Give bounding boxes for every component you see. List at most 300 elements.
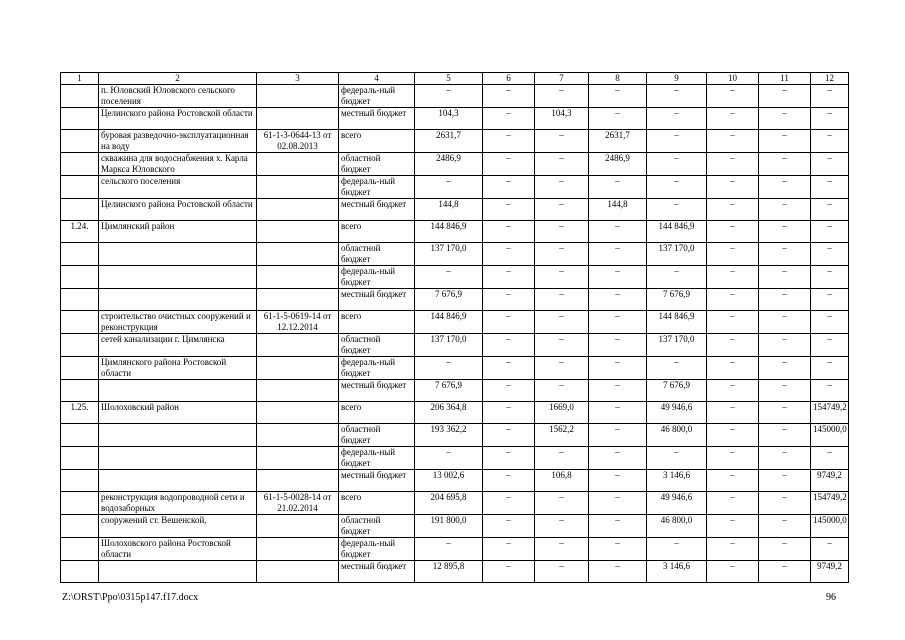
table-cell: всего [339, 130, 415, 153]
table-cell [257, 380, 339, 402]
table-cell: 154749,2 [811, 492, 849, 515]
table-cell: – [589, 402, 647, 424]
table-cell: областной бюджет [339, 243, 415, 266]
table-cell [61, 289, 99, 311]
table-cell: – [759, 515, 811, 538]
table-cell: – [811, 243, 849, 266]
table-cell: – [707, 357, 759, 380]
table-cell: областной бюджет [339, 153, 415, 176]
table-cell: местный бюджет [339, 561, 415, 583]
table-cell: – [647, 357, 707, 380]
table-cell: – [811, 199, 849, 221]
table-cell: – [707, 221, 759, 243]
table-cell [99, 243, 257, 266]
table-cell: – [589, 289, 647, 311]
table-cell [61, 492, 99, 515]
table-cell: 137 170,0 [647, 243, 707, 266]
table-cell: 144 846,9 [647, 221, 707, 243]
table-cell: 7 676,9 [415, 380, 483, 402]
table-cell: 1669,0 [535, 402, 589, 424]
table-cell: – [707, 424, 759, 447]
table-cell: федераль-ный бюджет [339, 447, 415, 470]
table-cell: 144,8 [415, 199, 483, 221]
table-cell: 2631,7 [589, 130, 647, 153]
table-cell: – [811, 266, 849, 289]
table-cell: буровая разведочно-эксплуатационная на воду [99, 130, 257, 153]
table-cell: 9749,2 [811, 561, 849, 583]
table-cell [257, 176, 339, 199]
table-cell: 1.25. [61, 402, 99, 424]
table-cell: 1562,2 [535, 424, 589, 447]
table-cell [61, 199, 99, 221]
table-cell: – [415, 85, 483, 108]
table-cell: 3 146,6 [647, 470, 707, 492]
table-cell: – [759, 357, 811, 380]
table-cell: – [707, 85, 759, 108]
table-cell: – [811, 334, 849, 357]
table-cell: – [535, 561, 589, 583]
table-row [61, 470, 849, 492]
table-cell: 104,3 [415, 108, 483, 130]
table-cell: – [589, 515, 647, 538]
table-cell: 7 676,9 [647, 380, 707, 402]
table-cell [257, 402, 339, 424]
table-cell: 61-1-5-0619-14 от 12.12.2014 [257, 311, 339, 334]
table-cell [61, 108, 99, 130]
table-cell: – [483, 243, 535, 266]
table-cell: Цимлянский район [99, 221, 257, 243]
table-cell: – [589, 470, 647, 492]
table-cell: – [589, 85, 647, 108]
table-cell: – [535, 447, 589, 470]
table-row [61, 515, 849, 538]
table-cell [61, 243, 99, 266]
table-cell [99, 289, 257, 311]
table-cell: – [589, 447, 647, 470]
table-row [61, 538, 849, 561]
table-cell: – [707, 243, 759, 266]
table-cell: – [759, 402, 811, 424]
footer-page-number: 96 [826, 592, 836, 603]
table-cell: строительство очистных сооружений и реконструкция [99, 311, 257, 334]
table-cell: – [483, 561, 535, 583]
table-cell [61, 85, 99, 108]
table-cell: – [483, 357, 535, 380]
table-cell: – [483, 311, 535, 334]
table-cell: – [759, 153, 811, 176]
table-cell: федераль-ный бюджет [339, 266, 415, 289]
table-cell [257, 515, 339, 538]
table-row [61, 334, 849, 357]
table-cell: – [759, 289, 811, 311]
table-cell [257, 538, 339, 561]
table-cell: местный бюджет [339, 108, 415, 130]
table-cell: – [707, 402, 759, 424]
table-cell: – [483, 221, 535, 243]
table-cell: – [483, 492, 535, 515]
table-cell: – [811, 538, 849, 561]
table-cell [61, 130, 99, 153]
table-cell: 2631,7 [415, 130, 483, 153]
table-cell: – [647, 266, 707, 289]
table-cell: – [759, 470, 811, 492]
table-cell: – [707, 130, 759, 153]
table-cell [257, 243, 339, 266]
table-cell: – [535, 243, 589, 266]
table-cell: – [759, 492, 811, 515]
table-cell: – [811, 447, 849, 470]
table-cell: областной бюджет [339, 515, 415, 538]
table-cell: – [535, 380, 589, 402]
table-cell: Шолоховского района Ростовской области [99, 538, 257, 561]
table-cell [61, 153, 99, 176]
table-cell: – [707, 311, 759, 334]
table-cell [61, 561, 99, 583]
table-cell: – [589, 108, 647, 130]
table-cell: 137 170,0 [415, 334, 483, 357]
table-cell: – [811, 289, 849, 311]
table-cell: 61-1-5-0028-14 от 21.02.2014 [257, 492, 339, 515]
table-cell: 46 800,0 [647, 424, 707, 447]
header-row [61, 73, 849, 85]
table-cell: – [811, 380, 849, 402]
table-cell [61, 266, 99, 289]
table-cell: 193 362,2 [415, 424, 483, 447]
table-cell: – [483, 515, 535, 538]
table-cell: Шолоховский район [99, 402, 257, 424]
table-cell: сооружений ст. Вешенской, [99, 515, 257, 538]
table-cell: – [483, 199, 535, 221]
table-cell: 204 695,8 [415, 492, 483, 515]
table-cell: 144,8 [589, 199, 647, 221]
table-cell: – [483, 424, 535, 447]
table-cell: реконструкция водопроводной сети и водозаборных [99, 492, 257, 515]
table-cell: – [707, 447, 759, 470]
table-cell: – [707, 176, 759, 199]
table-cell: – [483, 153, 535, 176]
table-cell: 191 800,0 [415, 515, 483, 538]
table-cell: – [483, 538, 535, 561]
table-cell: 154749,2 [811, 402, 849, 424]
table-cell: 137 170,0 [415, 243, 483, 266]
table-cell: – [589, 266, 647, 289]
table-cell: областной бюджет [339, 424, 415, 447]
table-cell: – [589, 538, 647, 561]
table-cell: – [415, 538, 483, 561]
table-cell [61, 515, 99, 538]
table-row [61, 199, 849, 221]
table-row [61, 266, 849, 289]
table-cell: федераль-ный бюджет [339, 176, 415, 199]
table-cell: – [707, 199, 759, 221]
table-cell: – [759, 380, 811, 402]
table-cell: 2486,9 [415, 153, 483, 176]
table-cell [61, 334, 99, 357]
table-cell: местный бюджет [339, 199, 415, 221]
table-cell [61, 447, 99, 470]
table-cell: Целинского района Ростовской области [99, 199, 257, 221]
table-row [61, 380, 849, 402]
table-cell: федераль-ный бюджет [339, 538, 415, 561]
table-cell: скважина для водоснабжения х. Карла Маркса Юловского [99, 153, 257, 176]
table-cell [257, 561, 339, 583]
col-header: 8 [589, 73, 647, 85]
table-cell [257, 447, 339, 470]
table-cell: – [811, 311, 849, 334]
table-cell [61, 357, 99, 380]
table-cell: – [415, 266, 483, 289]
table-row [61, 424, 849, 447]
table-cell: – [759, 176, 811, 199]
col-header: 3 [257, 73, 339, 85]
table-cell: – [759, 221, 811, 243]
table-cell [99, 380, 257, 402]
table-cell: – [707, 538, 759, 561]
table-cell: – [759, 538, 811, 561]
table-cell: – [483, 108, 535, 130]
table-cell: – [535, 199, 589, 221]
table-cell: 49 946,6 [647, 492, 707, 515]
col-header: 1 [61, 73, 99, 85]
table-cell: федераль-ный бюджет [339, 85, 415, 108]
table-cell: – [415, 176, 483, 199]
table-cell: – [707, 492, 759, 515]
table-cell: – [589, 311, 647, 334]
table-cell: п. Юловский Юловского сельского поселения [99, 85, 257, 108]
table-cell: – [483, 85, 535, 108]
table-cell: – [811, 176, 849, 199]
table-row [61, 108, 849, 130]
table-cell [257, 266, 339, 289]
table-cell: – [483, 130, 535, 153]
table-cell: 144 846,9 [415, 221, 483, 243]
table-cell [257, 424, 339, 447]
col-header: 2 [99, 73, 257, 85]
table-cell: – [759, 108, 811, 130]
table-cell: – [535, 266, 589, 289]
col-header: 11 [759, 73, 811, 85]
table-cell: 12 895,8 [415, 561, 483, 583]
table-cell: – [707, 561, 759, 583]
table-cell: 145000,0 [811, 515, 849, 538]
table-cell: 206 364,8 [415, 402, 483, 424]
table-row [61, 357, 849, 380]
table-cell: местный бюджет [339, 470, 415, 492]
col-header: 9 [647, 73, 707, 85]
table-cell [257, 153, 339, 176]
table-cell: – [415, 447, 483, 470]
table-cell: – [589, 176, 647, 199]
table-row [61, 153, 849, 176]
table-row [61, 447, 849, 470]
table-cell: – [589, 357, 647, 380]
table-row [61, 402, 849, 424]
budget-table [60, 72, 849, 583]
table-cell: – [483, 380, 535, 402]
table-cell: – [759, 243, 811, 266]
table-cell: – [535, 153, 589, 176]
table-cell: – [811, 153, 849, 176]
table-cell [99, 266, 257, 289]
col-header: 4 [339, 73, 415, 85]
table-cell: – [811, 85, 849, 108]
table-cell: – [483, 289, 535, 311]
table-cell: – [535, 130, 589, 153]
table-cell: – [707, 153, 759, 176]
table-row [61, 561, 849, 583]
table-cell: – [647, 85, 707, 108]
table-cell: 144 846,9 [415, 311, 483, 334]
table-cell: – [707, 515, 759, 538]
col-header: 5 [415, 73, 483, 85]
table-cell: – [535, 176, 589, 199]
table-cell: всего [339, 402, 415, 424]
table-cell: всего [339, 311, 415, 334]
table-cell: – [707, 334, 759, 357]
table-cell: – [535, 221, 589, 243]
table-cell: – [811, 130, 849, 153]
table-cell: – [759, 561, 811, 583]
table-cell: – [483, 176, 535, 199]
table-cell: 104,3 [535, 108, 589, 130]
table-cell: – [707, 266, 759, 289]
table-cell: – [647, 199, 707, 221]
col-header: 7 [535, 73, 589, 85]
table-cell [257, 470, 339, 492]
table-cell: – [483, 470, 535, 492]
table-cell: – [647, 176, 707, 199]
table-cell: – [535, 515, 589, 538]
table-cell: – [535, 492, 589, 515]
table-row [61, 176, 849, 199]
table-cell: – [535, 334, 589, 357]
table-cell: – [483, 266, 535, 289]
table-cell: – [759, 266, 811, 289]
footer-file-path: Z:\ORST\Ppo\0315p147.f17.docx [62, 592, 199, 603]
table-cell: федераль-ный бюджет [339, 357, 415, 380]
table-cell: – [647, 447, 707, 470]
table-cell: 137 170,0 [647, 334, 707, 357]
table-row [61, 221, 849, 243]
table-cell: – [759, 130, 811, 153]
table-cell: – [589, 380, 647, 402]
table-cell [99, 424, 257, 447]
table-cell [257, 221, 339, 243]
table-cell [257, 199, 339, 221]
table-row [61, 243, 849, 266]
table-cell: – [589, 243, 647, 266]
table-cell: 106,8 [535, 470, 589, 492]
col-header: 6 [483, 73, 535, 85]
table-cell: – [647, 538, 707, 561]
table-row [61, 85, 849, 108]
table-cell: – [707, 380, 759, 402]
table-cell: – [589, 492, 647, 515]
table-cell: 13 002,6 [415, 470, 483, 492]
table-cell [257, 108, 339, 130]
table-cell: 145000,0 [811, 424, 849, 447]
table-cell: – [589, 221, 647, 243]
table-cell: – [647, 108, 707, 130]
table-row [61, 130, 849, 153]
table-cell: – [647, 153, 707, 176]
table-cell: – [759, 199, 811, 221]
table-cell: 144 846,9 [647, 311, 707, 334]
table-row [61, 289, 849, 311]
table-cell: 46 800,0 [647, 515, 707, 538]
table-cell: – [759, 334, 811, 357]
table-cell: – [535, 289, 589, 311]
table-cell: областной бюджет [339, 334, 415, 357]
table-cell: сельского поселения [99, 176, 257, 199]
table-cell: – [707, 289, 759, 311]
table-cell: 1.24. [61, 221, 99, 243]
table-cell: – [707, 108, 759, 130]
table-cell: – [759, 447, 811, 470]
table-cell [61, 424, 99, 447]
table-cell: – [707, 470, 759, 492]
table-row [61, 311, 849, 334]
table-cell [99, 561, 257, 583]
table-cell: – [811, 108, 849, 130]
table-cell [257, 334, 339, 357]
table-cell: сетей канализации г. Цимлянска [99, 334, 257, 357]
table-cell [99, 470, 257, 492]
table-cell: местный бюджет [339, 289, 415, 311]
table-cell: – [759, 424, 811, 447]
table-cell [61, 380, 99, 402]
table-cell: Целинского района Ростовской области [99, 108, 257, 130]
table-cell [99, 447, 257, 470]
table-cell [61, 311, 99, 334]
table-cell: всего [339, 221, 415, 243]
table-cell: всего [339, 492, 415, 515]
table-cell: 3 146,6 [647, 561, 707, 583]
table-cell: – [535, 357, 589, 380]
table-cell: 61-1-3-0644-13 от 02.08.2013 [257, 130, 339, 153]
table-cell [257, 289, 339, 311]
table-cell: – [811, 221, 849, 243]
col-header: 10 [707, 73, 759, 85]
table-cell: – [589, 334, 647, 357]
table-cell: – [759, 85, 811, 108]
table-cell [257, 357, 339, 380]
table-cell [61, 538, 99, 561]
table-cell: – [589, 424, 647, 447]
table-cell: 49 946,6 [647, 402, 707, 424]
table-cell [257, 85, 339, 108]
table-cell: – [483, 402, 535, 424]
table-cell: 7 676,9 [415, 289, 483, 311]
table-cell: местный бюджет [339, 380, 415, 402]
table-cell: 9749,2 [811, 470, 849, 492]
table-cell: – [535, 85, 589, 108]
table-cell: – [535, 311, 589, 334]
table-cell [61, 470, 99, 492]
col-header: 12 [811, 73, 849, 85]
table-cell: – [647, 130, 707, 153]
table-cell: Цимлянского района Ростовской области [99, 357, 257, 380]
table-cell: – [759, 311, 811, 334]
table-cell: – [589, 561, 647, 583]
table-cell: – [483, 447, 535, 470]
table-cell: – [811, 357, 849, 380]
table-cell: 2486,9 [589, 153, 647, 176]
table-cell: – [535, 538, 589, 561]
table-cell [61, 176, 99, 199]
table-cell: – [483, 334, 535, 357]
table-cell: 7 676,9 [647, 289, 707, 311]
